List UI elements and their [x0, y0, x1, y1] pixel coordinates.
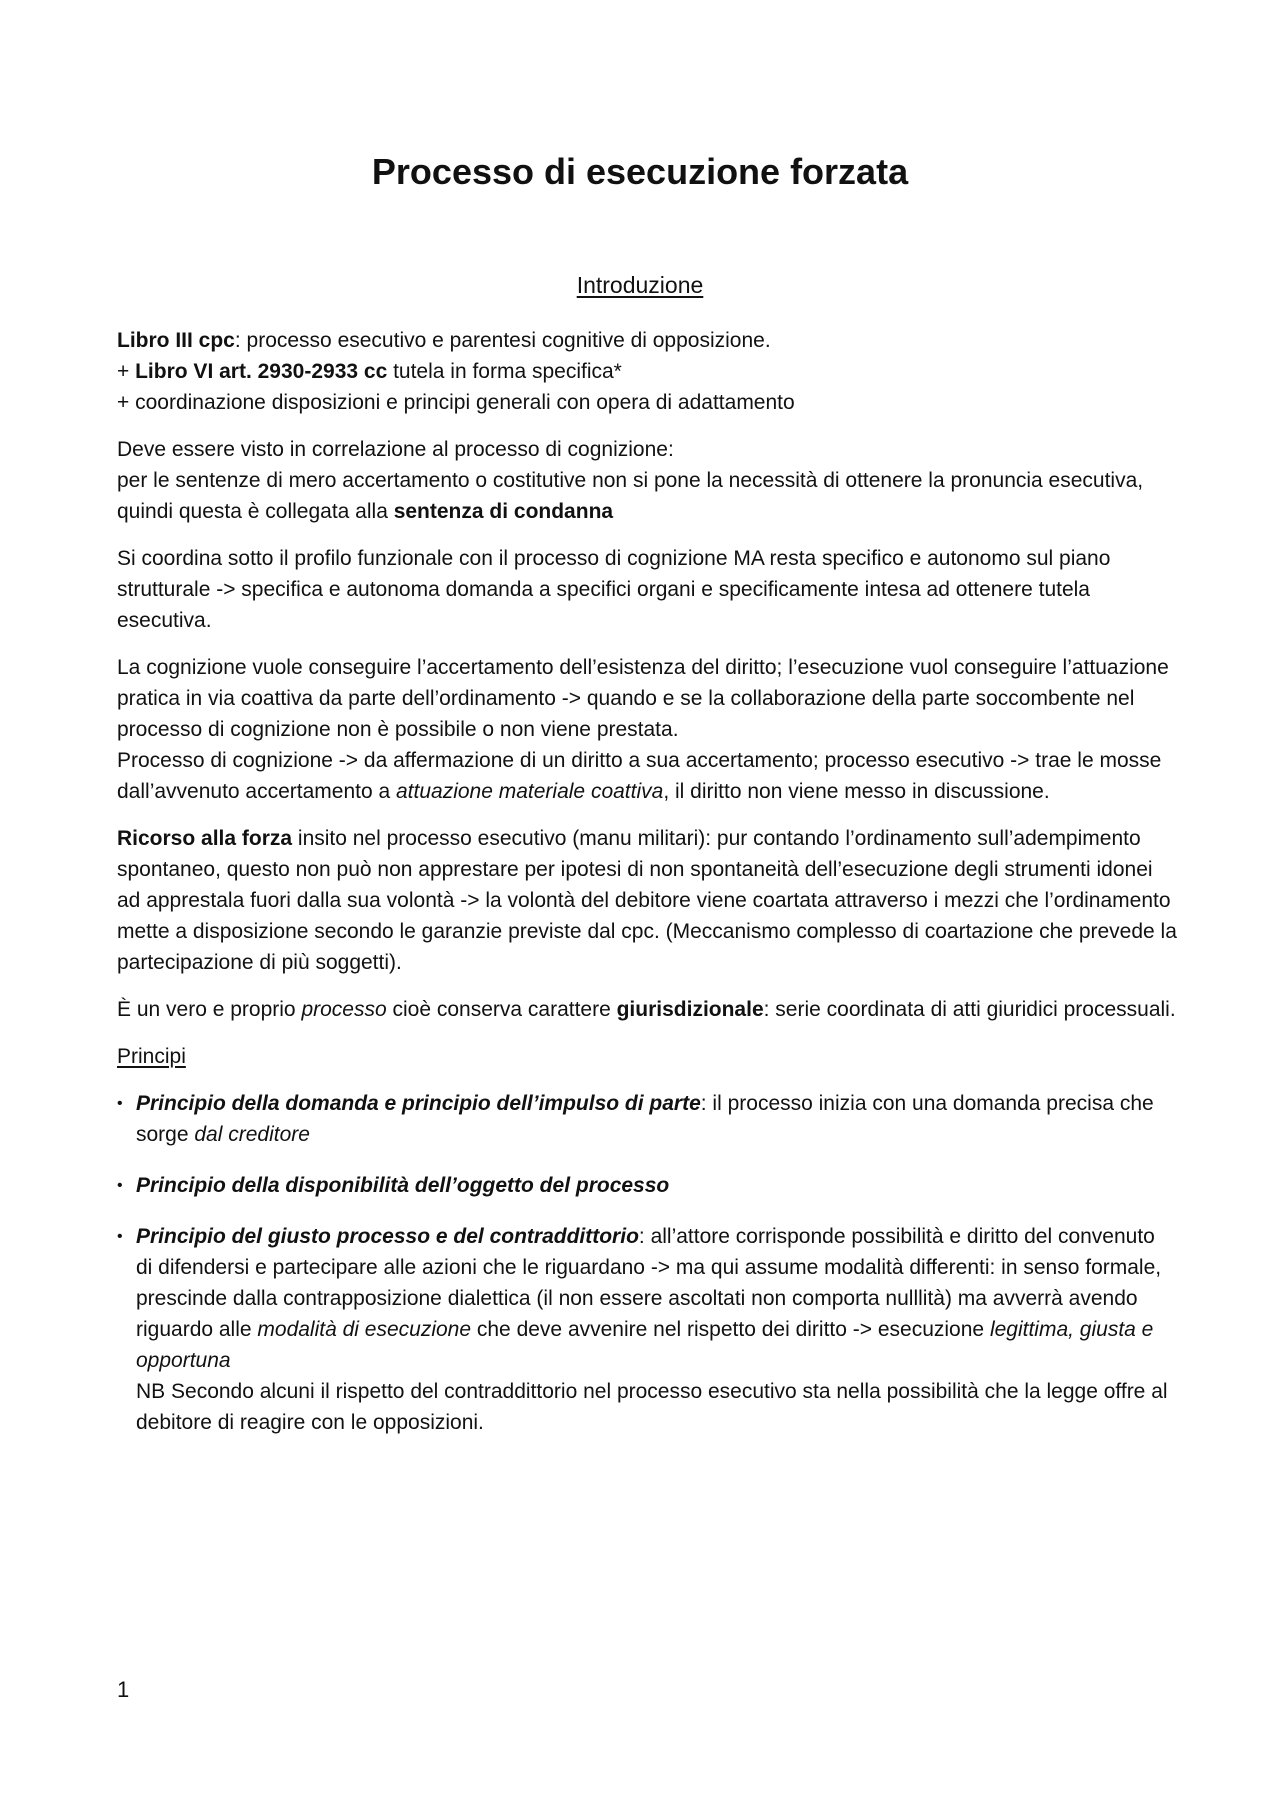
- text: : all’attore corrisponde possibilità e diritto del convenuto di difendersi e partecipare alle azioni che le riguardano -> ma qui assume modalità differenti: in senso formale, prescinde dalla contrapposizione dialettica (il non essere ascoltati non comporta nulllità) ma avverrà avendo riguardo alle: [136, 1225, 1162, 1341]
- paragraph-correlazione: [117, 434, 1177, 527]
- intro-line-libro-iii: [117, 325, 1177, 356]
- document-body: [117, 325, 1177, 1458]
- italic-text: legittima, giusta e opportuna: [136, 1318, 1154, 1372]
- list-item: [117, 1221, 1177, 1438]
- text: : il processo inizia con una domanda precisa che sorge: [136, 1092, 1154, 1146]
- paragraph-cognizione-esecuzione: [117, 652, 1177, 807]
- section-heading-introduzione: Introduzione: [576, 272, 704, 298]
- paragraph-ricorso-forza: [117, 823, 1177, 978]
- bold-italic-text: Principio del giusto processo e del contraddittorio: [136, 1225, 639, 1248]
- bold-text: Ricorso alla forza: [117, 827, 293, 850]
- bold-text: Libro VI art. 2930-2933 cc: [135, 360, 388, 383]
- italic-text: modalità di esecuzione: [257, 1318, 472, 1341]
- page-number: 1: [117, 1677, 130, 1702]
- text: cioè conserva carattere: [386, 998, 617, 1021]
- text: Deve essere visto in correlazione al processo di cognizione:: [117, 438, 674, 461]
- bold-italic-text: Principio della disponibilità dell’oggetto del processo: [136, 1174, 670, 1197]
- page-title: Processo di esecuzione forzata: [371, 151, 909, 192]
- bullet-icon: •: [117, 1228, 123, 1245]
- text: tutela in forma specifica*: [387, 360, 622, 383]
- bold-text: Libro III cpc: [117, 329, 235, 352]
- italic-text: dal creditore: [194, 1123, 310, 1146]
- bold-text: sentenza di condanna: [393, 500, 614, 523]
- paragraph-processo: [117, 994, 1177, 1025]
- text: per le sentenze di mero accertamento o costitutive non si pone la necessità di ottenere la pronuncia esecutiva, quindi questa è collegata alla: [117, 469, 1144, 523]
- italic-text: attuazione materiale coattiva: [396, 780, 664, 803]
- text: La cognizione vuole conseguire l’accertamento dell’esistenza del diritto; l’esecuzione vuol conseguire l’attuazione pratica in via coattiva da parte dell’ordinamento -> quando e se la collaborazione della parte soccombente nel processo di cognizione non è possibile o non viene prestata.: [117, 656, 1169, 741]
- intro-line-coordinazione: + coordinazione disposizioni e principi generali con opera di adattamento: [117, 391, 795, 414]
- text: : serie coordinata di atti giuridici processuali.: [763, 998, 1176, 1021]
- bold-text: giurisdizionale: [616, 998, 764, 1021]
- italic-text: processo: [301, 998, 387, 1021]
- bullet-icon: •: [117, 1177, 123, 1194]
- text: : processo esecutivo e parentesi cognitive di opposizione.: [234, 329, 771, 352]
- text: Processo di cognizione -> da affermazione di un diritto a sua accertamento; processo esecutivo -> trae le mosse dall’avvenuto accertamento a: [117, 749, 1162, 803]
- bold-italic-text: Principio della domanda e principio dell’impulso di parte: [136, 1092, 701, 1115]
- subheading-principi: Principi: [117, 1045, 186, 1068]
- list-item: [117, 1088, 1177, 1150]
- intro-line-libro-vi: [117, 356, 1177, 387]
- bullet-icon: •: [117, 1095, 123, 1112]
- text: , il diritto non viene messo in discussione.: [663, 780, 1050, 803]
- principi-list: [117, 1088, 1177, 1438]
- paragraph-coordina: Si coordina sotto il profilo funzionale con il processo di cognizione MA resta specifico e autonomo sul piano strutturale -> specifica e autonoma domanda a specifici organi e specificamente intesa ad ottenere tutela esecutiva.: [117, 547, 1111, 632]
- text: È un vero e proprio: [117, 998, 302, 1021]
- nota-bene: NB Secondo alcuni il rispetto del contraddittorio nel processo esecutivo sta nella possibilità che la legge offre al debitore di reagire con le opposizioni.: [136, 1380, 1168, 1434]
- text: +: [117, 360, 136, 383]
- list-item: [117, 1170, 1177, 1201]
- text: insito nel processo esecutivo (manu militari): pur contando l’ordinamento sull’adempimento spontaneo, questo non può non apprestare per ipotesi di non spontaneità dell’esecuzione degli strumenti idonei ad apprestala fuori dalla sua volontà -> la volontà del debitore viene coartata attraverso i mezzi che l’ordinamento mette a disposizione secondo le garanzie previste dal cpc. (Meccanismo complesso di coartazione che prevede la partecipazione di più soggetti).: [117, 827, 1177, 974]
- text: che deve avvenire nel rispetto dei diritto -> esecuzione: [471, 1318, 990, 1341]
